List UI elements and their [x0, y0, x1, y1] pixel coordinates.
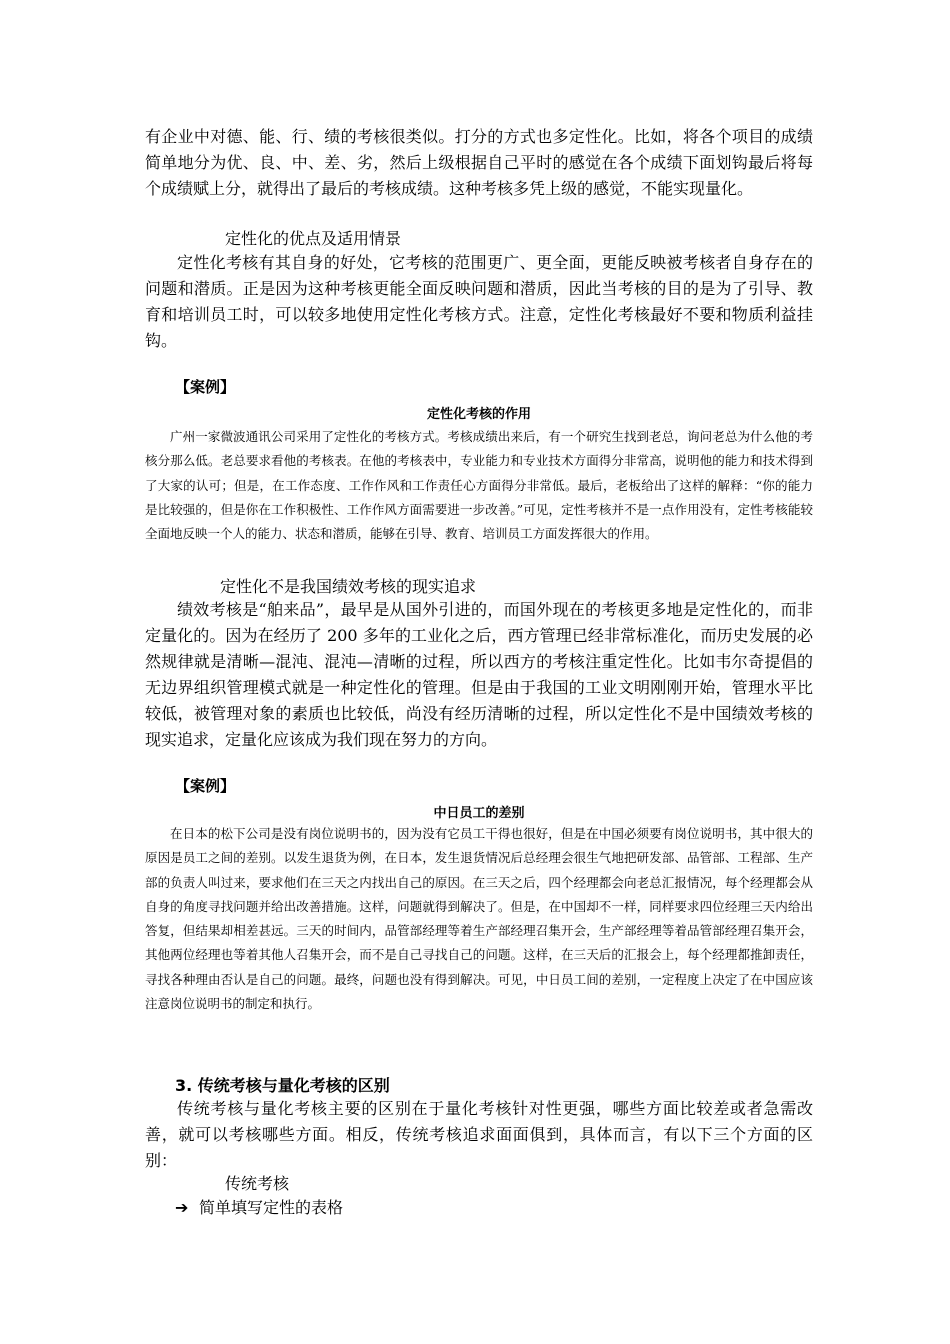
bullet-item-text: 简单填写定性的表格 [199, 1198, 344, 1217]
case-text-2: 在日本的松下公司是没有岗位说明书的，因为没有它员工干得也很好，但是在中国必须要有岗位说明书，其中很大的原因是员工之间的差别。以发生退货为例，在日本，发生退货情况后总经理会很生气地把研发部、品管部、工程部、生产部的负责人叫过来，要求他们在三天之内找出自己的原因。在三天之后，四个经理都会向老总汇报情况，每个经理都会从自身的角度寻找问题并给出改善措施。这样，问题就得到解决了。但是，在中国却不一样，同样要求四位经理三天内给出答复，但结果却相差甚远。三天的时间内，品管部经理等着生产部经理召集开会，生产部经理等着品管部经理召集开会，其他两位经理也等着其他人召集开会，而不是自己寻找自己的问题。这样，在三天后的汇报会上，每个经理都推卸责任，寻找各种理由否认是自己的问题。最终，问题也没有得到解决。可见，中日员工间的差别，一定程度上决定了在中国应该注意岗位说明书的制定和执行。 [145, 826, 813, 1012]
case-label-1: 【案例】 [175, 378, 236, 396]
subheading-traditional: 传统考核 [225, 1174, 290, 1193]
paragraph-advantages: 定性化考核有其自身的好处，它考核的范围更广、更全面，更能反映被考核者自身存在的问题和潜质。正是因为这种考核更能全面反映问题和潜质，因此当考核的目的是为了引导、教育和培训员工时，可以较多地使用定性化考核方式。注意，定性化考核最好不要和物质利益挂钩。 [145, 253, 813, 350]
subheading-advantages: 定性化的优点及适用情景 [225, 229, 402, 248]
case-title-1: 定性化考核的作用 [426, 407, 531, 422]
section-heading-3: 3. 传统考核与量化考核的区别 [175, 1076, 390, 1095]
arrow-right-icon: ➔ [175, 1198, 189, 1217]
paragraph-difference: 传统考核与量化考核主要的区别在于量化考核针对性更强，哪些方面比较差或者急需改善，就可以考核哪些方面。相反，传统考核追求面面俱到，具体而言，有以下三个方面的区别： [145, 1099, 813, 1170]
paragraph-not-pursuit: 绩效考核是“舶来品”，最早是从国外引进的，而国外现在的考核更多地是定性化的，而非定量化的。因为在经历了 200 多年的工业化之后，西方管理已经非常标准化，而历史发展的必然规律就是清晰—混沌、混沌—清晰的过程，所以西方的考核注重定性化。比如韦尔奇提倡的无边界组织管理模式就是一种定性化的管理。但是由于我国的工业文明刚刚开始，管理水平比较低，被管理对象的素质也比较低，尚没有经历清晰的过程，所以定性化不是中国绩效考核的现实追求，定量化应该成为我们现在努力的方向。 [145, 600, 813, 749]
case-text-1: 广州一家微波通讯公司采用了定性化的考核方式。考核成绩出来后，有一个研究生找到老总，询问老总为什么他的考核分那么低。老总要求看他的考核表。在他的考核表中，专业能力和专业技术方面得分非常高，说明他的能力和技术得到了大家的认可；但是，在工作态度、工作作风和工作责任心方面得分非常低。最后，老板给出了这样的解释：“你的能力是比较强的，但是你在工作积极性、工作作风方面需要进一步改善。”可见，定性考核并不是一点作用没有，定性考核能较全面地反映一个人的能力、状态和潜质，能够在引导、教育、培训员工方面发挥很大的作用。 [145, 429, 813, 542]
subheading-not-pursuit: 定性化不是我国绩效考核的现实追求 [220, 577, 477, 596]
paragraph-intro: 有企业中对德、能、行、绩的考核很类似。打分的方式也多定性化。比如，将各个项目的成绩简单地分为优、良、中、差、劣，然后上级根据自己平时的感觉在各个成绩下面划钩最后将每个成绩赋上分，就得出了最后的考核成绩。这种考核多凭上级的感觉，不能实现量化。 [145, 127, 813, 198]
case-title-2: 中日员工的差别 [433, 806, 525, 821]
bullet-item-1 [175, 1197, 343, 1219]
case-label-2: 【案例】 [175, 777, 236, 795]
